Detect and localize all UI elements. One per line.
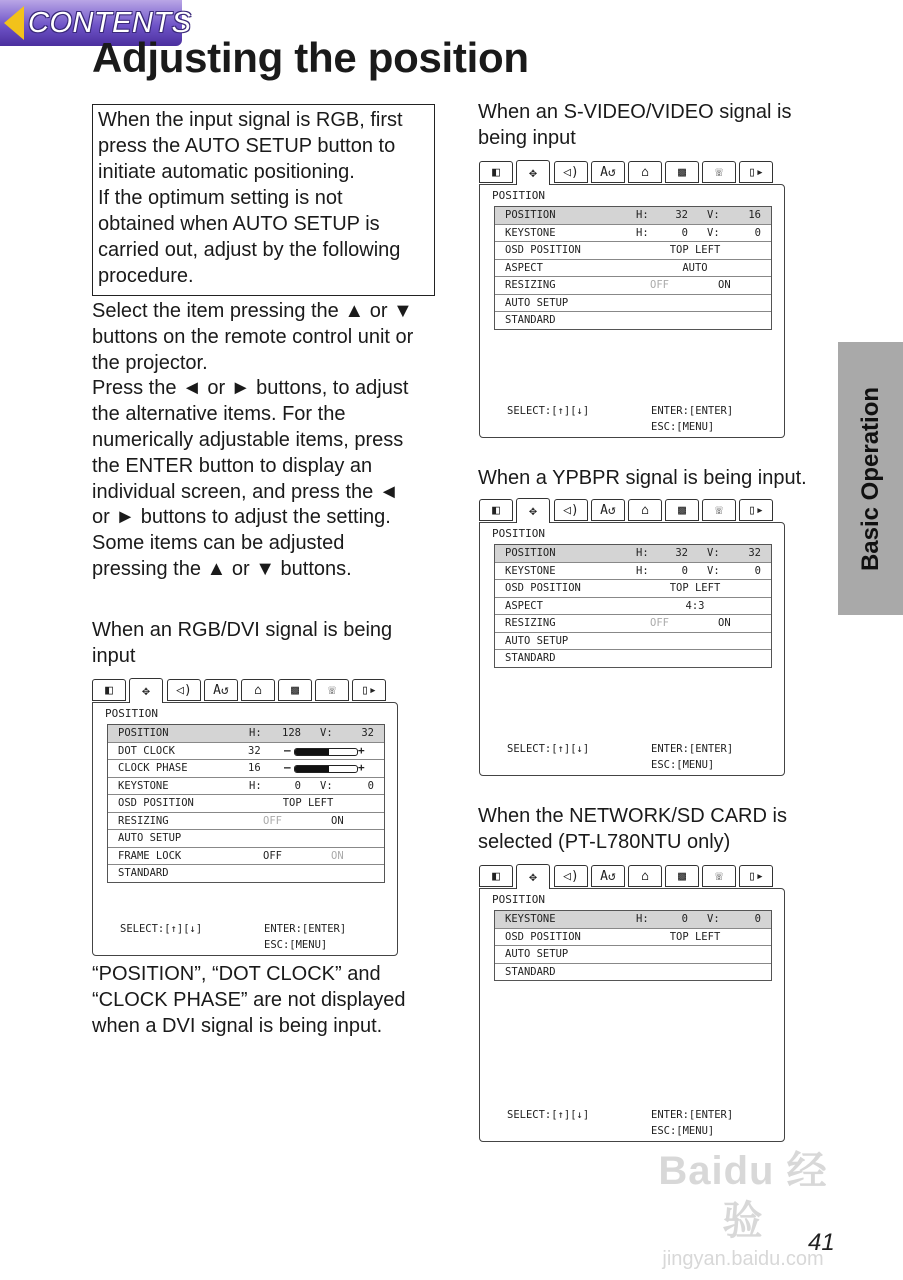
v-value: 32 <box>748 547 761 559</box>
test-pattern-icon: ▩ <box>678 164 686 180</box>
menu-item[interactable] <box>108 760 384 778</box>
page-title: Adjusting the position <box>92 34 529 81</box>
menu-item-label: KEYSTONE <box>505 226 556 239</box>
instruction-line: the projector. <box>92 351 208 374</box>
instruction-line: numerically adjustable items, press <box>92 428 404 451</box>
intro-line: If the optimum setting is not <box>98 187 343 209</box>
network-icon: ☏ <box>715 164 723 180</box>
security-icon: ▯▸ <box>361 682 377 698</box>
caption-ypbpr: When a YPBPR signal is being input. <box>478 467 807 489</box>
h-value: 0 <box>681 226 688 239</box>
security-icon: ▯▸ <box>748 502 764 518</box>
menu-tab[interactable] <box>129 678 163 703</box>
menu-tab[interactable] <box>92 679 126 701</box>
menu-title: POSITION <box>492 527 545 540</box>
picture-icon: ◧ <box>492 164 500 180</box>
v-label: V: <box>320 727 333 739</box>
menu-title: POSITION <box>492 189 545 202</box>
menu-tab[interactable] <box>479 865 513 887</box>
caption-rgb <box>92 617 452 669</box>
plus-icon: + <box>358 743 365 757</box>
menu-tab[interactable] <box>739 161 773 183</box>
security-icon: ▯▸ <box>748 164 764 180</box>
projector-icon: ⌂ <box>641 164 649 180</box>
footer-esc: ESC:[MENU] <box>264 939 328 951</box>
projector-icon: ⌂ <box>254 682 262 698</box>
plus-icon: + <box>358 761 365 774</box>
menu-tab-bar <box>479 498 785 522</box>
language-icon: A↺ <box>600 868 616 884</box>
h-label: H: <box>636 913 649 925</box>
adjust-slider[interactable] <box>284 745 364 757</box>
v-label: V: <box>707 226 720 239</box>
off-option[interactable]: OFF <box>650 617 669 629</box>
menu-item-label: FRAME LOCK <box>118 849 182 862</box>
adjust-slider[interactable] <box>284 762 364 774</box>
menu-item[interactable] <box>495 598 771 616</box>
menu-item[interactable] <box>108 848 384 866</box>
test-pattern-icon: ▩ <box>291 682 299 698</box>
menu-item-label: POSITION <box>505 209 556 221</box>
h-label: H: <box>636 226 649 239</box>
menu-tab[interactable] <box>628 499 662 521</box>
v-value: 32 <box>361 727 374 739</box>
caption-line: input <box>92 645 136 667</box>
note-line: “CLOCK PHASE” are not displayed <box>92 989 406 1011</box>
picture-icon: ◧ <box>105 682 113 698</box>
position-icon: ✥ <box>529 869 537 885</box>
menu-item[interactable] <box>495 615 771 633</box>
test-pattern-icon: ▩ <box>678 868 686 884</box>
intro-line: initiate automatic positioning. <box>98 161 355 183</box>
menu-item-label: RESIZING <box>505 279 556 291</box>
h-label: H: <box>249 727 262 739</box>
menu-tab[interactable] <box>554 499 588 521</box>
menu-tab[interactable] <box>591 865 625 887</box>
menu-item-value: TOP LEFT <box>669 582 721 594</box>
menu-item-label: OSD POSITION <box>505 244 581 256</box>
v-value: 0 <box>754 226 761 239</box>
menu-network <box>479 864 785 1142</box>
menu-item-label: OSD POSITION <box>505 930 581 943</box>
menu-rgb <box>92 678 398 956</box>
menu-tab[interactable] <box>665 865 699 887</box>
menu-tab[interactable] <box>479 161 513 183</box>
v-label: V: <box>320 779 333 792</box>
h-value: 0 <box>681 564 688 577</box>
menu-item-label: AUTO SETUP <box>505 634 569 647</box>
menu-item-label: POSITION <box>118 727 169 739</box>
slider-track <box>294 748 358 756</box>
menu-item[interactable] <box>495 242 771 260</box>
test-pattern-icon: ▩ <box>678 502 686 518</box>
menu-frame <box>479 184 785 438</box>
footer-enter: ENTER:[ENTER] <box>651 405 734 417</box>
menu-item-label: STANDARD <box>505 965 556 978</box>
menu-tab[interactable] <box>628 161 662 183</box>
section-tab-label: Basic Operation <box>856 386 884 571</box>
instruction-line: individual screen, and press the ◄ <box>92 480 399 503</box>
menu-item-label: AUTO SETUP <box>505 948 569 960</box>
picture-icon: ◧ <box>492 868 500 884</box>
security-icon: ▯▸ <box>748 868 764 884</box>
menu-item-label: STANDARD <box>505 652 556 664</box>
h-value: 0 <box>294 779 301 792</box>
on-option[interactable]: ON <box>331 849 344 862</box>
menu-item[interactable] <box>495 312 771 329</box>
network-icon: ☏ <box>715 502 723 518</box>
menu-item[interactable] <box>495 295 771 313</box>
instruction-line: or ► buttons to adjust the setting. <box>92 506 391 529</box>
slider-track <box>294 765 358 773</box>
footer-esc: ESC:[MENU] <box>651 759 715 771</box>
menu-item[interactable] <box>495 633 771 651</box>
menu-frame <box>479 888 785 1142</box>
menu-tab[interactable] <box>739 499 773 521</box>
menu-item-label: STANDARD <box>118 867 169 879</box>
audio-icon: ◁) <box>563 868 579 884</box>
footer-enter: ENTER:[ENTER] <box>651 1109 734 1121</box>
menu-list <box>494 206 772 330</box>
h-label: H: <box>249 779 262 792</box>
caption-line: being input <box>478 127 576 149</box>
menu-tab[interactable] <box>315 679 349 701</box>
footer-esc: ESC:[MENU] <box>651 421 715 433</box>
h-value: 32 <box>675 209 688 221</box>
menu-item-label: OSD POSITION <box>118 797 194 809</box>
note-line: “POSITION”, “DOT CLOCK” and <box>92 963 381 985</box>
instruction-line: pressing the ▲ or ▼ buttons. <box>92 557 352 580</box>
menu-tab[interactable] <box>516 864 550 889</box>
footer-enter: ENTER:[ENTER] <box>651 743 734 755</box>
menu-item-label: RESIZING <box>118 814 169 827</box>
menu-item[interactable] <box>495 929 771 947</box>
menu-item-value: TOP LEFT <box>669 930 721 943</box>
menu-item-label: DOT CLOCK <box>118 744 175 757</box>
h-label: H: <box>636 209 649 221</box>
menu-item-label: OSD POSITION <box>505 582 581 594</box>
menu-frame <box>92 702 398 956</box>
menu-tab[interactable] <box>739 865 773 887</box>
menu-item-label: KEYSTONE <box>505 564 556 577</box>
intro-line: When the input signal is RGB, first <box>98 109 403 131</box>
menu-item[interactable] <box>495 964 771 981</box>
menu-item[interactable] <box>495 563 771 581</box>
contents-label: CONTENTS <box>28 6 192 39</box>
audio-icon: ◁) <box>176 682 192 698</box>
caption-line: When an S-VIDEO/VIDEO signal is <box>478 101 792 123</box>
menu-item[interactable] <box>495 225 771 243</box>
menu-item[interactable] <box>495 650 771 667</box>
menu-tab[interactable] <box>554 161 588 183</box>
intro-line: carried out, adjust by the following <box>98 239 401 261</box>
menu-item-label: ASPECT <box>505 261 543 274</box>
footer-esc: ESC:[MENU] <box>651 1125 715 1137</box>
intro-box <box>92 104 435 296</box>
intro-line: press the AUTO SETUP button to <box>98 135 396 157</box>
menu-tab-bar <box>479 864 785 888</box>
h-value: 32 <box>675 547 688 559</box>
footer-select: SELECT:[↑][↓] <box>507 1109 590 1121</box>
v-label: V: <box>707 547 720 559</box>
menu-tab[interactable] <box>479 499 513 521</box>
footer-select: SELECT:[↑][↓] <box>507 405 590 417</box>
menu-tab[interactable] <box>591 499 625 521</box>
v-value: 0 <box>754 913 761 925</box>
menu-tab[interactable] <box>702 499 736 521</box>
menu-tab[interactable] <box>516 498 550 523</box>
h-label: H: <box>636 547 649 559</box>
h-value: 0 <box>681 913 688 925</box>
menu-item[interactable] <box>495 946 771 964</box>
picture-icon: ◧ <box>492 502 500 518</box>
network-icon: ☏ <box>328 682 336 698</box>
menu-item[interactable] <box>495 911 771 929</box>
position-icon: ✥ <box>142 683 150 699</box>
menu-tab[interactable] <box>352 679 386 701</box>
menu-item[interactable] <box>495 207 771 225</box>
menu-item-value: 4:3 <box>685 599 705 612</box>
menu-frame <box>479 522 785 776</box>
position-icon: ✥ <box>529 165 537 181</box>
instructions <box>92 299 452 583</box>
v-label: V: <box>707 209 720 221</box>
menu-item[interactable] <box>495 277 771 295</box>
off-option[interactable]: OFF <box>263 814 282 827</box>
menu-title: POSITION <box>492 893 545 906</box>
language-icon: A↺ <box>600 164 616 180</box>
menu-list <box>494 544 772 668</box>
caption-line: selected (PT-L780NTU only) <box>478 831 731 853</box>
h-label: H: <box>636 564 649 577</box>
menu-item-label: ASPECT <box>505 599 543 612</box>
menu-item[interactable] <box>108 725 384 743</box>
v-value: 0 <box>367 779 374 792</box>
menu-item[interactable] <box>495 580 771 598</box>
watermark-url: jingyan.baidu.com <box>662 1248 824 1270</box>
menu-tab[interactable] <box>516 160 550 185</box>
projector-icon: ⌂ <box>641 502 649 518</box>
menu-svideo <box>479 160 785 438</box>
position-icon: ✥ <box>529 503 537 519</box>
language-icon: A↺ <box>600 502 616 518</box>
menu-tab-bar <box>92 678 398 702</box>
menu-item-label: POSITION <box>505 547 556 559</box>
menu-tab[interactable] <box>702 161 736 183</box>
slider-fill <box>295 749 329 755</box>
menu-tab[interactable] <box>702 865 736 887</box>
menu-item[interactable] <box>108 743 384 761</box>
language-icon: A↺ <box>213 682 229 698</box>
caption-line: When an RGB/DVI signal is being <box>92 619 393 641</box>
menu-item-value: TOP LEFT <box>669 244 721 256</box>
instruction-line: the ENTER button to display an <box>92 454 373 477</box>
watermark-logo: Baidu 经验 <box>658 1149 828 1243</box>
menu-item-value: 16 <box>248 762 261 774</box>
section-tab <box>838 342 903 615</box>
caption-network <box>478 803 838 855</box>
menu-item-value: TOP LEFT <box>282 797 334 809</box>
menu-item[interactable] <box>108 795 384 813</box>
v-label: V: <box>707 564 720 577</box>
menu-item[interactable] <box>108 778 384 796</box>
menu-item-label: RESIZING <box>505 617 556 629</box>
menu-list <box>494 910 772 981</box>
menu-item-label: KEYSTONE <box>505 913 556 925</box>
footer-enter: ENTER:[ENTER] <box>264 923 347 935</box>
instruction-line: Press the ◄ or ► buttons, to adjust <box>92 377 409 400</box>
menu-item[interactable] <box>495 545 771 563</box>
footer-select: SELECT:[↑][↓] <box>120 923 203 935</box>
v-value: 16 <box>748 209 761 221</box>
intro-line: obtained when AUTO SETUP is <box>98 213 380 235</box>
menu-item-label: STANDARD <box>505 314 556 326</box>
instruction-line: buttons on the remote control unit or <box>92 325 414 348</box>
menu-item-label: AUTO SETUP <box>505 296 569 309</box>
back-arrow-icon <box>4 6 24 40</box>
menu-item-label: CLOCK PHASE <box>118 762 188 774</box>
minus-icon: – <box>284 743 291 757</box>
menu-item-label: AUTO SETUP <box>118 832 182 844</box>
slider-fill <box>295 766 329 772</box>
instruction-line: Some items can be adjusted <box>92 532 345 555</box>
v-label: V: <box>707 913 720 925</box>
menu-tab[interactable] <box>554 865 588 887</box>
on-option[interactable]: ON <box>718 617 731 629</box>
intro-line: procedure. <box>98 265 194 287</box>
menu-tab[interactable] <box>665 499 699 521</box>
menu-item[interactable] <box>108 813 384 831</box>
menu-tab-bar <box>479 160 785 184</box>
menu-list <box>107 724 385 883</box>
menu-tab[interactable] <box>278 679 312 701</box>
footer-select: SELECT:[↑][↓] <box>507 743 590 755</box>
on-option[interactable]: ON <box>718 279 731 291</box>
menu-tab[interactable] <box>204 679 238 701</box>
menu-tab[interactable] <box>591 161 625 183</box>
menu-tab[interactable] <box>167 679 201 701</box>
instruction-line: the alternative items. For the <box>92 403 346 426</box>
caption-line: When the NETWORK/SD CARD is <box>478 805 787 827</box>
h-value: 128 <box>282 727 301 739</box>
audio-icon: ◁) <box>563 502 579 518</box>
caption-svideo <box>478 99 838 151</box>
instruction-line: Select the item pressing the ▲ or ▼ <box>92 300 413 322</box>
menu-tab[interactable] <box>241 679 275 701</box>
menu-item-value: AUTO <box>682 261 708 274</box>
menu-item-value: 32 <box>248 744 261 757</box>
menu-ypbpr <box>479 498 785 776</box>
menu-item[interactable] <box>495 260 771 278</box>
menu-tab[interactable] <box>628 865 662 887</box>
off-option[interactable]: OFF <box>650 279 669 291</box>
off-option[interactable]: OFF <box>263 849 282 862</box>
menu-item[interactable] <box>108 865 384 882</box>
audio-icon: ◁) <box>563 164 579 180</box>
minus-icon: – <box>284 761 291 774</box>
note-line: when a DVI signal is being input. <box>92 1015 383 1037</box>
on-option[interactable]: ON <box>331 814 344 827</box>
menu-item[interactable] <box>108 830 384 848</box>
projector-icon: ⌂ <box>641 868 649 884</box>
menu-tab[interactable] <box>665 161 699 183</box>
menu-item-label: KEYSTONE <box>118 779 169 792</box>
page-number: 41 <box>808 1229 835 1256</box>
v-value: 0 <box>754 564 761 577</box>
network-icon: ☏ <box>715 868 723 884</box>
dvi-note <box>92 961 452 1039</box>
menu-title: POSITION <box>105 707 158 720</box>
